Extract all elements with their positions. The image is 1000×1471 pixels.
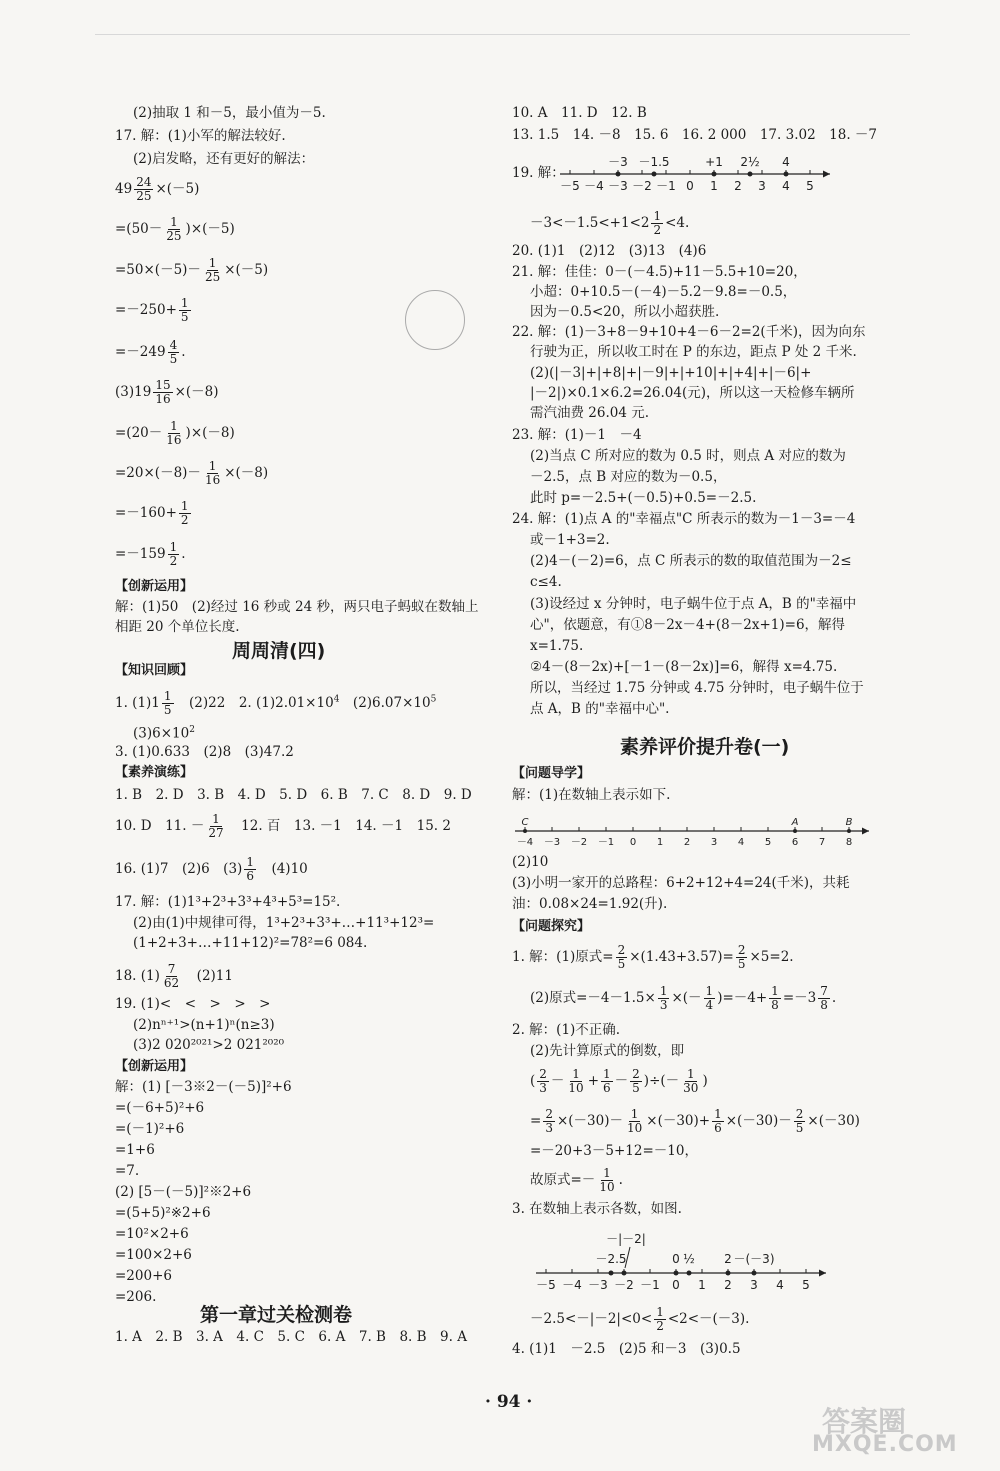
point-mark	[609, 1271, 614, 1276]
tick-label: 4	[782, 179, 790, 193]
tick-label: －2	[632, 179, 652, 193]
text-line: =7.	[115, 1163, 140, 1179]
text-line: 10. A 11. D 12. B	[512, 105, 647, 121]
axis-arrow	[823, 171, 830, 178]
tick-label: －5	[536, 1278, 556, 1292]
tick-label: 0	[672, 1278, 680, 1292]
math-line: 10. D 11. － $\frac{1}{27}$ 12. 百 13. －1 14. －1 15. 2	[115, 812, 451, 840]
math-line: =50×(－5)－ $\frac{1}{25}$ ×(－5)	[115, 256, 269, 284]
text-line: 解：(1) [－3※2－(－5)]²+6	[115, 1079, 292, 1095]
text-line: x=1.75.	[530, 638, 584, 654]
number-line-q3	[534, 1223, 854, 1303]
point-mark	[674, 1271, 679, 1276]
tick-label: －3	[543, 837, 561, 848]
point-mark	[752, 1271, 757, 1276]
point-label: B	[845, 817, 853, 828]
math-line: (3)19 $\frac{15}{16}$ ×(－8)	[115, 378, 219, 406]
math-line: 18. (1) $\frac{7}{62}$ (2)11	[115, 962, 233, 990]
text-line: (2)nⁿ⁺¹>(n+1)ⁿ(n≥3)	[133, 1017, 275, 1033]
tick-label: 5	[802, 1278, 810, 1292]
text-line: 1. B 2. D 3. B 4. D 5. D 6. B 7. C 8. D 9. D	[115, 787, 472, 803]
text-line: 21. 解：佳佳：0－(－4.5)+11－5.5+10=20，	[512, 264, 807, 280]
text-line: 所以，当经过 1.75 分钟或 4.75 分钟时，电子蜗牛位于	[530, 680, 864, 696]
point-mark	[847, 829, 851, 833]
point-label: A	[791, 817, 799, 828]
point-mark	[726, 1271, 731, 1276]
text-line: c≤4.	[530, 574, 562, 590]
point-label: 2	[724, 1252, 732, 1266]
math-line: =(20－ $\frac{1}{16}$ )×(－8)	[115, 419, 235, 447]
tick-label: －3	[608, 179, 628, 193]
tick-label: －4	[584, 179, 604, 193]
text-line: (3)小明一家开的总路程：6+2+12+4=24(千米)，共耗	[512, 875, 850, 891]
math-line: 1. 解：(1)原式= $\frac{2}{5}$ ×(1.43+3.57)= $\frac{2}{5}$ ×5=2.	[512, 943, 794, 971]
tick-label: －3	[588, 1278, 608, 1292]
tick-label: 2	[683, 837, 691, 848]
text-line: 因为－0.5<20，所以小超获胜.	[530, 304, 720, 320]
point-label: －|－2|	[606, 1232, 646, 1246]
tick-label: －1	[640, 1278, 660, 1292]
text-line: 心"，依题意，有①8－2x－4+(8－2x+1)=6，解得	[530, 617, 846, 633]
number-line-problem-guide	[507, 809, 907, 849]
tick-label: 7	[818, 837, 826, 848]
text-line: 3. (1)0.633 (2)8 (3)47.2	[115, 744, 294, 760]
point-mark	[523, 829, 527, 833]
text-line: =100×2+6	[115, 1247, 192, 1263]
tick-label: 6	[791, 837, 799, 848]
axis-arrow	[819, 1270, 826, 1277]
point-label: 2½	[740, 155, 760, 169]
text-line: |－2|)×0.1×6.2=26.04(元)，所以这一天检修车辆所	[530, 385, 855, 401]
point-mark	[616, 172, 621, 177]
text-line: =－20+3－5+12=－10，	[530, 1143, 698, 1159]
tick-label: 2	[734, 179, 742, 193]
point-label: 0	[672, 1252, 680, 1266]
tick-label: －2	[570, 837, 588, 848]
tick-label: －1	[656, 179, 676, 193]
point-mark	[652, 172, 657, 177]
text-line: (2)启发略，还有更好的解法：	[133, 151, 315, 167]
text-line: (1+2+3+…+11+12)²=78²=6 084.	[133, 935, 368, 951]
math-line: $(3)6\times 10^2$	[133, 725, 195, 742]
tick-label: 2	[724, 1278, 732, 1292]
page-number: · 94 ·	[485, 1392, 533, 1412]
tick-label: 0	[686, 179, 694, 193]
point-label: 4	[782, 155, 790, 169]
text-line: 19. (1)< < > > >	[115, 996, 271, 1012]
text-line: 19. 解：	[512, 165, 565, 181]
text-line: =1+6	[115, 1142, 155, 1158]
point-mark	[687, 1271, 692, 1276]
watermark-url: MXQE.COM	[812, 1432, 958, 1457]
tick-label: 5	[764, 837, 772, 848]
text-line: 17. 解：(1)小军的解法较好.	[115, 128, 286, 144]
text-line: (2) [5－(－5)]²※2+6	[115, 1184, 252, 1200]
text-line: (3)2 020²⁰²¹>2 021²⁰²⁰	[133, 1037, 285, 1053]
tick-label: 1	[698, 1278, 706, 1292]
text-line: 23. 解：(1)－1 －4	[512, 427, 642, 443]
tick-label: 3	[710, 837, 718, 848]
text-line: =(－6+5)²+6	[115, 1100, 205, 1116]
section-title: 周周清(四)	[232, 640, 326, 662]
math-line: =－159 $\frac{1}{2}$ .	[115, 540, 186, 568]
tick-label: 1	[710, 179, 718, 193]
point-mark	[622, 1271, 627, 1276]
math-line: = $\frac{2}{3}$ ×(－30)－ $\frac{1}{10}$ ×(－30)+ $\frac{1}{6}$ ×(－30)－ $\frac{2}{5}$ ×(－30)	[530, 1107, 860, 1135]
point-mark	[784, 172, 789, 177]
tick-label: －4	[516, 837, 534, 848]
point-mark	[748, 172, 753, 177]
section-heading: 【问题导学】	[512, 766, 591, 781]
stamp-mark	[405, 290, 465, 350]
point-label: C	[521, 817, 529, 828]
point-label: －1.5	[638, 155, 670, 169]
text-line: (2)(|－3|+|+8|+|－9|+|+10|+|+4|+|－6|+	[530, 365, 812, 381]
text-line: =(－1)²+6	[115, 1121, 185, 1137]
top-rule	[95, 34, 910, 35]
text-line: 相距 20 个单位长度.	[115, 619, 240, 635]
point-label: －3	[608, 155, 628, 169]
tick-label: 3	[750, 1278, 758, 1292]
section-heading: 【问题探究】	[512, 919, 591, 934]
text-line: (2)抽取 1 和－5，最小值为－5.	[133, 105, 326, 121]
tick-label: 4	[776, 1278, 784, 1292]
point-label: －2.5	[595, 1252, 627, 1266]
math-line: 16. (1)7 (2)6 (3) $\frac{1}{6}$ (4)10	[115, 855, 308, 883]
math-line: =－160+ $\frac{1}{2}$	[115, 499, 189, 527]
text-line: 点 A，B 的"幸福中心".	[530, 701, 670, 717]
number-line-19	[556, 144, 856, 194]
text-line: 油：0.08×24=1.92(升).	[512, 896, 668, 912]
text-line: =10²×2+6	[115, 1226, 189, 1242]
math-line: 1. (1)1 $\frac{1}{5}$ (2)22 2. $(1)2.01\times 10^4$ $(2)6.07\times 10^5$	[115, 689, 437, 717]
axis-arrow	[862, 828, 869, 835]
text-line: =(5+5)²※2+6	[115, 1205, 211, 1221]
math-line: －3<－1.5<+1<2 $\frac{1}{2}$ <4.	[530, 209, 690, 237]
math-line: ( $\frac{2}{3}$ － $\frac{1}{10}$ + $\frac{1}{6}$ － $\frac{2}{5}$ )÷(－ $\frac{1}{30}$ )	[530, 1067, 708, 1095]
text-line: 或－1+3=2.	[530, 532, 610, 548]
text-line: 13. 1.5 14. －8 15. 6 16. 2 000 17. 3.02 18. －7	[512, 127, 878, 143]
text-line: 24. 解：(1)点 A 的"幸福点"C 所表示的数为－1－3=－4	[512, 511, 856, 527]
text-line: 2. 解：(1)不正确.	[512, 1022, 621, 1038]
math-line: =－250+ $\frac{1}{5}$	[115, 296, 189, 324]
text-line: 此时 p=－2.5+(－0.5)+0.5=－2.5.	[530, 490, 757, 506]
text-line: (2)当点 C 所对应的数为 0.5 时，则点 A 对应的数为	[530, 448, 846, 464]
text-line: (3)设经过 x 分钟时，电子蜗牛位于点 A，B 的"幸福中	[530, 596, 857, 612]
math-line: =20×(－8)－ $\frac{1}{16}$ ×(－8)	[115, 459, 269, 487]
math-line: －2.5<－|－2|<0< $\frac{1}{2}$ <2<－(－3).	[530, 1305, 750, 1333]
text-line: 需汽油费 26.04 元.	[530, 405, 650, 421]
section-heading: 【素养演练】	[115, 765, 194, 780]
text-line: －2.5，点 B 对应的数为－0.5，	[530, 469, 727, 485]
text-line: 20. (1)1 (2)12 (3)13 (4)6	[512, 243, 707, 259]
point-mark	[712, 172, 717, 177]
text-line: ②4－(8－2x)+[－1－(8－2x)]=6，解得 x=4.75.	[530, 659, 838, 675]
math-line: =－249 $\frac{4}{5}$ .	[115, 338, 186, 366]
text-line: 小超：0+10.5－(－4)－5.2－9.8=－0.5，	[530, 284, 797, 300]
tick-label: 0	[629, 837, 637, 848]
text-line: 解：(1)在数轴上表示如下.	[512, 787, 671, 803]
section-heading: 【知识回顾】	[115, 663, 194, 678]
text-line: 22. 解：(1)－3+8－9+10+4－6－2=2(千米)，因为向东	[512, 324, 866, 340]
text-line: (2)4－(－2)=6，点 C 所表示的数的取值范围为－2≤	[530, 553, 852, 569]
section-heading: 【创新运用】	[115, 579, 194, 594]
tick-label: 4	[737, 837, 745, 848]
point-label: +1	[705, 155, 723, 169]
text-line: 1. A 2. B 3. A 4. C 5. C 6. A 7. B 8. B 9. A	[115, 1329, 467, 1345]
tick-label: －5	[560, 179, 580, 193]
tick-label: －1	[597, 837, 615, 848]
watermark-logo: 答案圈	[822, 1405, 907, 1438]
text-line: (2)10	[512, 854, 549, 870]
text-line: =200+6	[115, 1268, 172, 1284]
tick-label: －2	[614, 1278, 634, 1292]
text-line: 4. (1)1 －2.5 (2)5 和－3 (3)0.5	[512, 1341, 741, 1357]
math-line: 49 $\frac{24}{25}$ ×(－5)	[115, 175, 200, 203]
text-line: 17. 解：(1)1³+2³+3³+4³+5³=15².	[115, 894, 341, 910]
section-title: 素养评价提升卷(一)	[620, 736, 790, 758]
text-line: (2)由(1)中规律可得，1³+2³+3³+…+11³+12³=	[133, 915, 435, 931]
tick-label: 5	[806, 179, 814, 193]
text-line: =206.	[115, 1289, 157, 1305]
text-line: (2)先计算原式的倒数，即	[530, 1043, 685, 1059]
point-mark	[793, 829, 797, 833]
text-line: 行驶为正，所以收工时在 P 的东边，距点 P 处 2 千米.	[530, 344, 857, 360]
tick-label: 3	[758, 179, 766, 193]
tick-label: －4	[562, 1278, 582, 1292]
math-line: 故原式=－ $\frac{1}{10}$ .	[530, 1166, 623, 1194]
point-label: ½	[683, 1252, 695, 1266]
math-line: =(50－ $\frac{1}{25}$ )×(－5)	[115, 215, 235, 243]
point-label: －(－3)	[733, 1252, 775, 1266]
text-line: 3. 在数轴上表示各数，如图.	[512, 1201, 682, 1217]
math-line: (2)原式=－4－1.5× $\frac{1}{3}$ ×(－ $\frac{1}{4}$ )=－4+ $\frac{1}{8}$ =－3 $\frac{7}{8}$ .	[530, 984, 837, 1012]
tick-label: 8	[845, 837, 853, 848]
text-line: 解：(1)50 (2)经过 16 秒或 24 秒，两只电子蚂蚁在数轴上	[115, 599, 479, 615]
tick-label: 1	[656, 837, 664, 848]
section-title: 第一章过关检测卷	[200, 1304, 353, 1326]
section-heading: 【创新运用】	[115, 1059, 194, 1074]
